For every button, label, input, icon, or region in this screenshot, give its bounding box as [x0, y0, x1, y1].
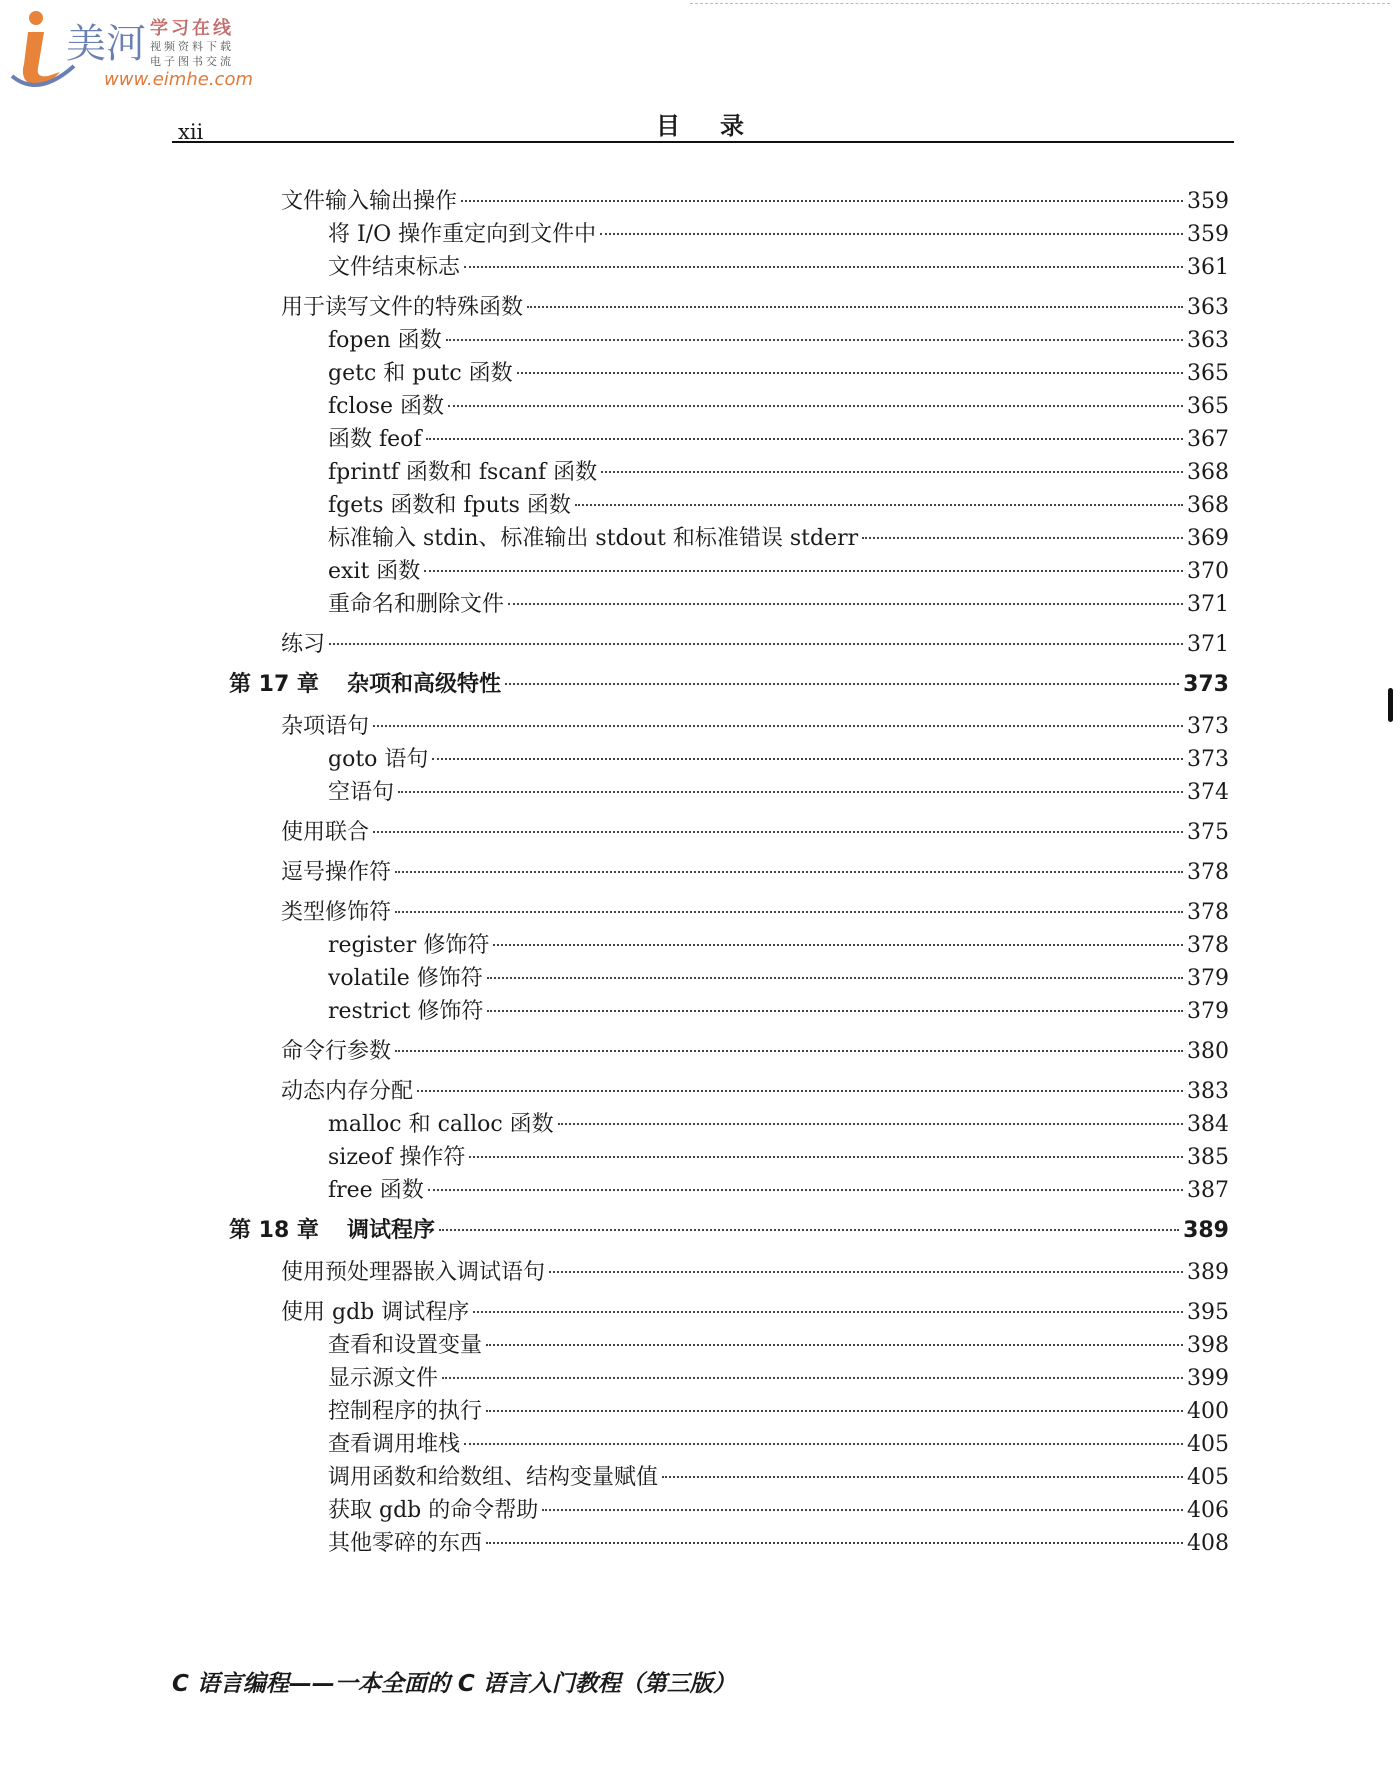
- toc-entry-title: sizeof 操作符: [328, 1145, 466, 1170]
- toc-entry: [328, 1107, 1229, 1138]
- toc-entry: [281, 184, 1229, 215]
- toc-entry-title: 杂项语句: [281, 714, 370, 739]
- toc-entry-page: 389: [1187, 1260, 1229, 1285]
- toc-entry-title: volatile 修饰符: [328, 966, 483, 991]
- leader-dots: [442, 1377, 1183, 1379]
- scan-margin-mark: [1388, 688, 1393, 722]
- toc-entry-title: goto 语句: [328, 747, 429, 772]
- toc-entry: [328, 1427, 1229, 1458]
- toc-entry-page: 361: [1187, 255, 1229, 280]
- toc-entry-title: 标准输入 stdin、标准输出 stdout 和标准错误 stderr: [328, 526, 859, 551]
- toc-entry-title: 练习: [281, 632, 326, 657]
- leader-dots: [601, 471, 1183, 473]
- toc-entry-page: 359: [1187, 222, 1229, 247]
- leader-dots: [395, 871, 1183, 873]
- toc-entry-page: 405: [1187, 1432, 1229, 1457]
- toc-entry: [281, 627, 1229, 658]
- leader-dots: [862, 537, 1183, 539]
- toc-entry: [328, 323, 1229, 354]
- toc-entry: [328, 1394, 1229, 1425]
- leader-dots: [464, 266, 1183, 268]
- toc-entry: [328, 250, 1229, 281]
- toc-entry-title: 空语句: [328, 780, 395, 805]
- toc-entry-title: fclose 函数: [328, 394, 445, 419]
- toc-entry: [328, 389, 1229, 420]
- toc-entry-title: 文件输入输出操作: [281, 189, 458, 214]
- toc-entry: [328, 422, 1229, 453]
- leader-dots: [473, 1311, 1183, 1313]
- toc-entry-title: 使用 gdb 调试程序: [281, 1300, 470, 1325]
- toc-entry-page: 399: [1187, 1366, 1229, 1391]
- toc-entry-title: 逗号操作符: [281, 860, 392, 885]
- leader-dots: [527, 306, 1183, 308]
- toc-entry-page: 408: [1187, 1531, 1229, 1556]
- toc-entry-title: 动态内存分配: [281, 1079, 414, 1104]
- toc-entry-page: 368: [1187, 493, 1229, 518]
- leader-dots: [487, 1010, 1183, 1012]
- toc-entry-title: 查看调用堆栈: [328, 1432, 461, 1457]
- toc-entry-page: 365: [1187, 361, 1229, 386]
- toc-entry: [328, 928, 1229, 959]
- toc-entry-page: 363: [1187, 295, 1229, 320]
- toc-entry-page: 371: [1187, 632, 1229, 657]
- leader-dots: [505, 683, 1179, 685]
- toc-chapter: [229, 1213, 1229, 1244]
- toc-entry: [328, 1140, 1229, 1171]
- toc-entry-title: 调用函数和给数组、结构变量赋值: [328, 1465, 659, 1490]
- toc-entry-page: 373: [1187, 714, 1229, 739]
- leader-dots: [517, 372, 1183, 374]
- leader-dots: [487, 977, 1183, 979]
- toc-entry-page: 378: [1187, 933, 1229, 958]
- watermark-logo: [8, 6, 253, 94]
- toc-entry-page: 368: [1187, 460, 1229, 485]
- toc-entry-title: 类型修饰符: [281, 900, 392, 925]
- toc-entry: [328, 455, 1229, 486]
- page-number: xii: [178, 120, 204, 144]
- toc-entry-page: 389: [1183, 1218, 1229, 1243]
- chapter-number: 第 17 章: [229, 672, 319, 697]
- toc-entry-title: 其他零碎的东西: [328, 1531, 483, 1556]
- leader-dots: [424, 570, 1183, 572]
- leader-dots: [575, 504, 1183, 506]
- leader-dots: [486, 1542, 1183, 1544]
- toc-entry-page: 383: [1187, 1079, 1229, 1104]
- watermark-line2: 电子图书交流: [150, 55, 234, 68]
- leader-dots: [549, 1271, 1183, 1273]
- toc-entry: [328, 1173, 1229, 1204]
- toc-entry-title: 使用联合: [281, 820, 370, 845]
- watermark-brand: 美河: [66, 21, 146, 67]
- toc-entry: [281, 1034, 1229, 1065]
- toc-entry-page: 380: [1187, 1039, 1229, 1064]
- toc-entry: [281, 1255, 1229, 1286]
- toc-entry: [281, 1295, 1229, 1326]
- toc-entry-page: 398: [1187, 1333, 1229, 1358]
- leader-dots: [662, 1476, 1183, 1478]
- toc-entry: [281, 1074, 1229, 1105]
- leader-dots: [464, 1443, 1183, 1445]
- leader-dots: [448, 405, 1183, 407]
- toc-entry-title: fgets 函数和 fputs 函数: [328, 493, 571, 518]
- toc-entry-page: 395: [1187, 1300, 1229, 1325]
- toc-entry-page: 379: [1187, 999, 1229, 1024]
- leader-dots: [398, 791, 1183, 793]
- toc-entry: [328, 961, 1229, 992]
- toc-entry-title: 使用预处理器嵌入调试语句: [281, 1260, 546, 1285]
- toc-entry-page: 367: [1187, 427, 1229, 452]
- toc-entry-title: register 修饰符: [328, 933, 490, 958]
- toc-entry: [328, 1493, 1229, 1524]
- toc-entry-page: 365: [1187, 394, 1229, 419]
- toc-entry-title: 命令行参数: [281, 1039, 392, 1064]
- toc-entry-page: 373: [1183, 672, 1229, 697]
- watermark-line1: 视频资料下载: [150, 40, 234, 53]
- footer-book-title: C 语言编程——一本全面的 C 语言入门教程（第三版）: [172, 1671, 736, 1697]
- leader-dots: [508, 603, 1183, 605]
- toc-entry-title: free 函数: [328, 1178, 424, 1203]
- toc-entry: [328, 521, 1229, 552]
- toc-entry-page: 369: [1187, 526, 1229, 551]
- toc-entry-title: 重命名和删除文件: [328, 592, 505, 617]
- toc-entry: [328, 1361, 1229, 1392]
- toc-entry-page: 374: [1187, 780, 1229, 805]
- toc-entry-page: 406: [1187, 1498, 1229, 1523]
- leader-dots: [432, 758, 1183, 760]
- toc-entry-title: 显示源文件: [328, 1366, 439, 1391]
- leader-dots: [542, 1509, 1183, 1511]
- toc-entry: [328, 742, 1229, 773]
- toc-entry: [328, 554, 1229, 585]
- toc-entry-page: 363: [1187, 328, 1229, 353]
- toc-entry: [328, 1526, 1229, 1557]
- leader-dots: [395, 911, 1183, 913]
- leader-dots: [469, 1156, 1183, 1158]
- toc-entry: [281, 895, 1229, 926]
- leader-dots: [426, 438, 1183, 440]
- toc-entry-page: 400: [1187, 1399, 1229, 1424]
- watermark-tagline: 学习在线: [150, 18, 234, 39]
- toc-entry-page: 405: [1187, 1465, 1229, 1490]
- toc-entry-title: 查看和设置变量: [328, 1333, 483, 1358]
- toc-entry-title: 文件结束标志: [328, 255, 461, 280]
- toc-entry-page: 373: [1187, 747, 1229, 772]
- toc-entry-title: malloc 和 calloc 函数: [328, 1112, 554, 1137]
- toc-entry-page: 375: [1187, 820, 1229, 845]
- leader-dots: [558, 1123, 1183, 1125]
- header-rule: [172, 141, 1234, 143]
- leader-dots: [486, 1410, 1183, 1412]
- leader-dots: [600, 233, 1183, 235]
- leader-dots: [461, 200, 1183, 202]
- toc-entry: [328, 488, 1229, 519]
- toc-entry-page: 378: [1187, 900, 1229, 925]
- leader-dots: [329, 643, 1183, 645]
- toc-entry-title: 将 I/O 操作重定向到文件中: [328, 222, 597, 247]
- toc-entry-title: restrict 修饰符: [328, 999, 484, 1024]
- leader-dots: [395, 1050, 1183, 1052]
- leader-dots: [493, 944, 1183, 946]
- page-title: 目录: [656, 112, 784, 140]
- toc-entry: [281, 709, 1229, 740]
- leader-dots: [439, 1229, 1179, 1231]
- leader-dots: [486, 1344, 1183, 1346]
- watermark-url: www.eimhe.com: [104, 69, 253, 90]
- toc-entry: [328, 1328, 1229, 1359]
- toc-entry-title: 获取 gdb 的命令帮助: [328, 1498, 539, 1523]
- toc-entry-page: 370: [1187, 559, 1229, 584]
- toc-entry: [328, 994, 1229, 1025]
- toc-entry-page: 387: [1187, 1178, 1229, 1203]
- toc-entry-page: 385: [1187, 1145, 1229, 1170]
- toc-entry: [281, 855, 1229, 886]
- toc-entry: [328, 217, 1229, 248]
- chapter-number: 第 18 章: [229, 1218, 319, 1243]
- toc-entry: [328, 1460, 1229, 1491]
- toc-entry-title: exit 函数: [328, 559, 421, 584]
- toc-entry-title: 函数 feof: [328, 427, 422, 452]
- leader-dots: [428, 1189, 1183, 1191]
- toc-entry-page: 379: [1187, 966, 1229, 991]
- leader-dots: [373, 725, 1183, 727]
- toc-entry: [281, 815, 1229, 846]
- toc-entry: [328, 356, 1229, 387]
- toc-entry-page: 359: [1187, 189, 1229, 214]
- chapter-title: 调试程序: [346, 1218, 435, 1243]
- toc-entry-page: 378: [1187, 860, 1229, 885]
- toc-entry-title: 用于读写文件的特殊函数: [281, 295, 524, 320]
- leader-dots: [446, 339, 1183, 341]
- toc-entry-title: 控制程序的执行: [328, 1399, 483, 1424]
- toc-entry-page: 371: [1187, 592, 1229, 617]
- toc-entry: [328, 775, 1229, 806]
- toc-entry: [281, 290, 1229, 321]
- toc-entry-title: fopen 函数: [328, 328, 442, 353]
- chapter-title: 杂项和高级特性: [346, 672, 501, 697]
- toc-entry-page: 384: [1187, 1112, 1229, 1137]
- leader-dots: [417, 1090, 1183, 1092]
- toc-entry-title: fprintf 函数和 fscanf 函数: [328, 460, 598, 485]
- toc-entry: [328, 587, 1229, 618]
- scan-edge-line: [690, 3, 1390, 4]
- leader-dots: [373, 831, 1183, 833]
- toc-chapter: [229, 667, 1229, 698]
- toc-entry-title: getc 和 putc 函数: [328, 361, 513, 386]
